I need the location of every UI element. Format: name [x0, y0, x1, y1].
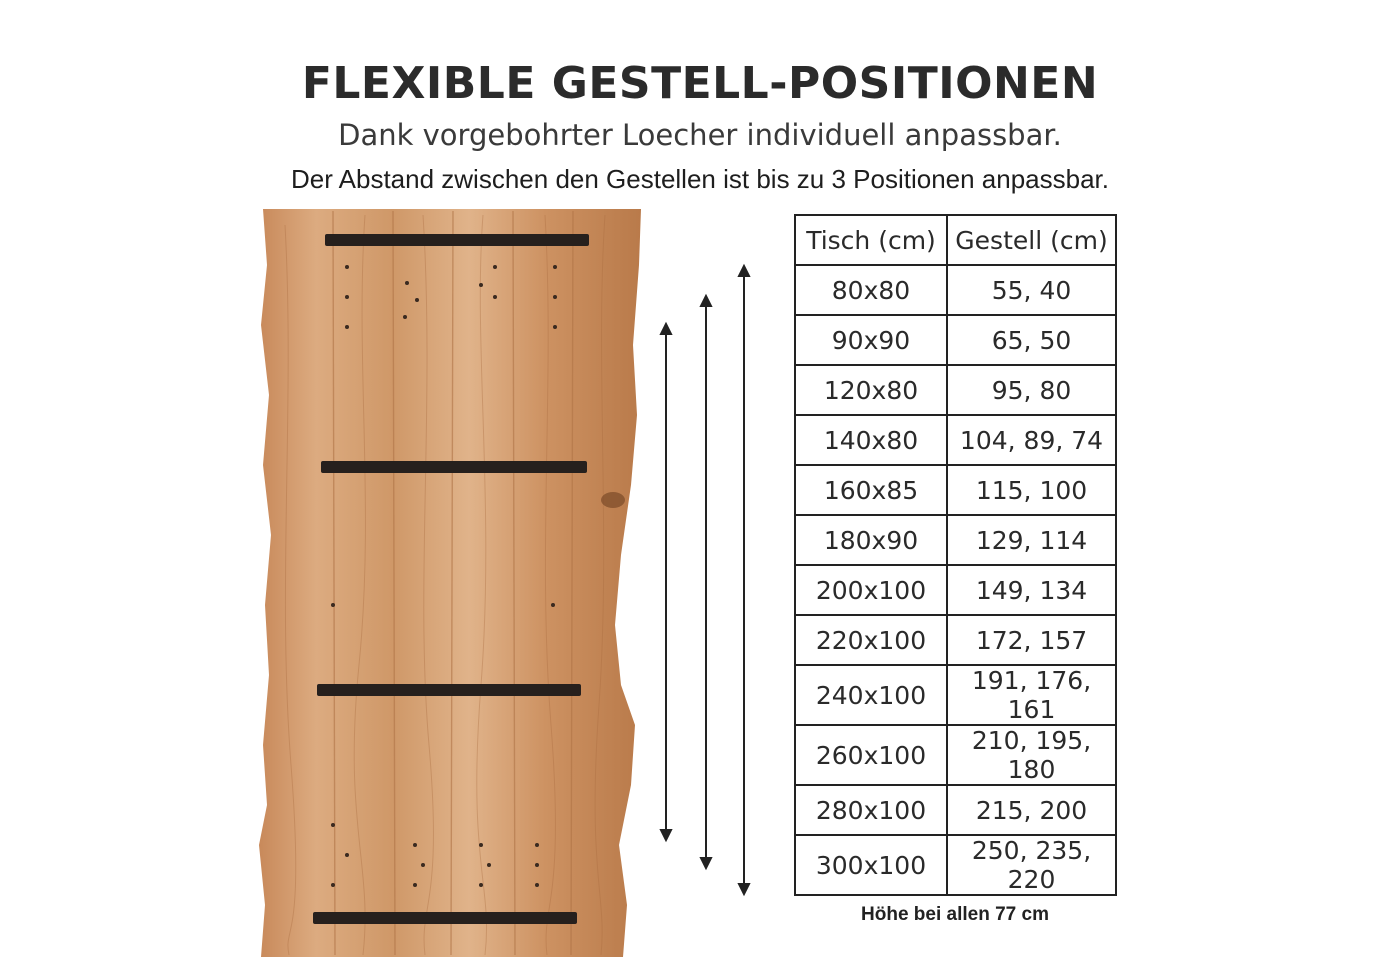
arrow-short	[661, 324, 671, 840]
height-note: Höhe bei allen 77 cm	[861, 904, 1049, 925]
size-table	[794, 214, 1117, 896]
gestell-cell: 65, 50	[947, 315, 1116, 365]
table-row	[795, 665, 1116, 725]
table-row	[795, 835, 1116, 895]
table-row	[795, 565, 1116, 615]
spacing-arrows	[650, 260, 760, 900]
tisch-cell: 90x90	[795, 315, 947, 365]
frame-rail-2	[321, 461, 587, 473]
table-row	[795, 365, 1116, 415]
arrow-medium	[701, 296, 711, 868]
tisch-cell: 200x100	[795, 565, 947, 615]
gestell-cell: 104, 89, 74	[947, 415, 1116, 465]
table-row	[795, 415, 1116, 465]
tisch-cell: 120x80	[795, 365, 947, 415]
frame-rail-1	[325, 234, 589, 246]
tisch-cell: 300x100	[795, 835, 947, 895]
tisch-cell: 80x80	[795, 265, 947, 315]
table-row	[795, 265, 1116, 315]
gestell-cell: 95, 80	[947, 365, 1116, 415]
table-header-row	[795, 215, 1116, 265]
subtitle: Dank vorgebohrter Loecher individuell anpassbar.	[338, 118, 1062, 152]
tisch-cell: 140x80	[795, 415, 947, 465]
header-tisch: Tisch (cm)	[795, 215, 947, 265]
frame-rail-4	[313, 912, 577, 924]
gestell-cell: 55, 40	[947, 265, 1116, 315]
gestell-cell: 215, 200	[947, 785, 1116, 835]
header-gestell: Gestell (cm)	[947, 215, 1116, 265]
table-row	[795, 315, 1116, 365]
frame-rail-3	[317, 684, 581, 696]
gestell-cell: 250, 235, 220	[947, 835, 1116, 895]
table-row	[795, 615, 1116, 665]
tisch-cell: 220x100	[795, 615, 947, 665]
tisch-cell: 160x85	[795, 465, 947, 515]
table-row	[795, 465, 1116, 515]
table-row	[795, 515, 1116, 565]
table-top-illustration	[255, 205, 655, 960]
table-top-graphic	[255, 205, 655, 960]
gestell-cell: 172, 157	[947, 615, 1116, 665]
table-row	[795, 725, 1116, 785]
gestell-cell: 129, 114	[947, 515, 1116, 565]
tisch-cell: 180x90	[795, 515, 947, 565]
tisch-cell: 260x100	[795, 725, 947, 785]
headline: FLEXIBLE GESTELL-POSITIONEN	[301, 58, 1099, 109]
tisch-cell: 240x100	[795, 665, 947, 725]
gestell-cell: 149, 134	[947, 565, 1116, 615]
gestell-cell: 191, 176, 161	[947, 665, 1116, 725]
tisch-cell: 280x100	[795, 785, 947, 835]
arrow-long	[739, 266, 749, 894]
gestell-cell: 115, 100	[947, 465, 1116, 515]
spacing-note: Der Abstand zwischen den Gestellen ist bis zu 3 Positionen anpassbar.	[290, 164, 1110, 194]
board-shape	[259, 209, 641, 957]
gestell-cell: 210, 195, 180	[947, 725, 1116, 785]
table-row	[795, 785, 1116, 835]
